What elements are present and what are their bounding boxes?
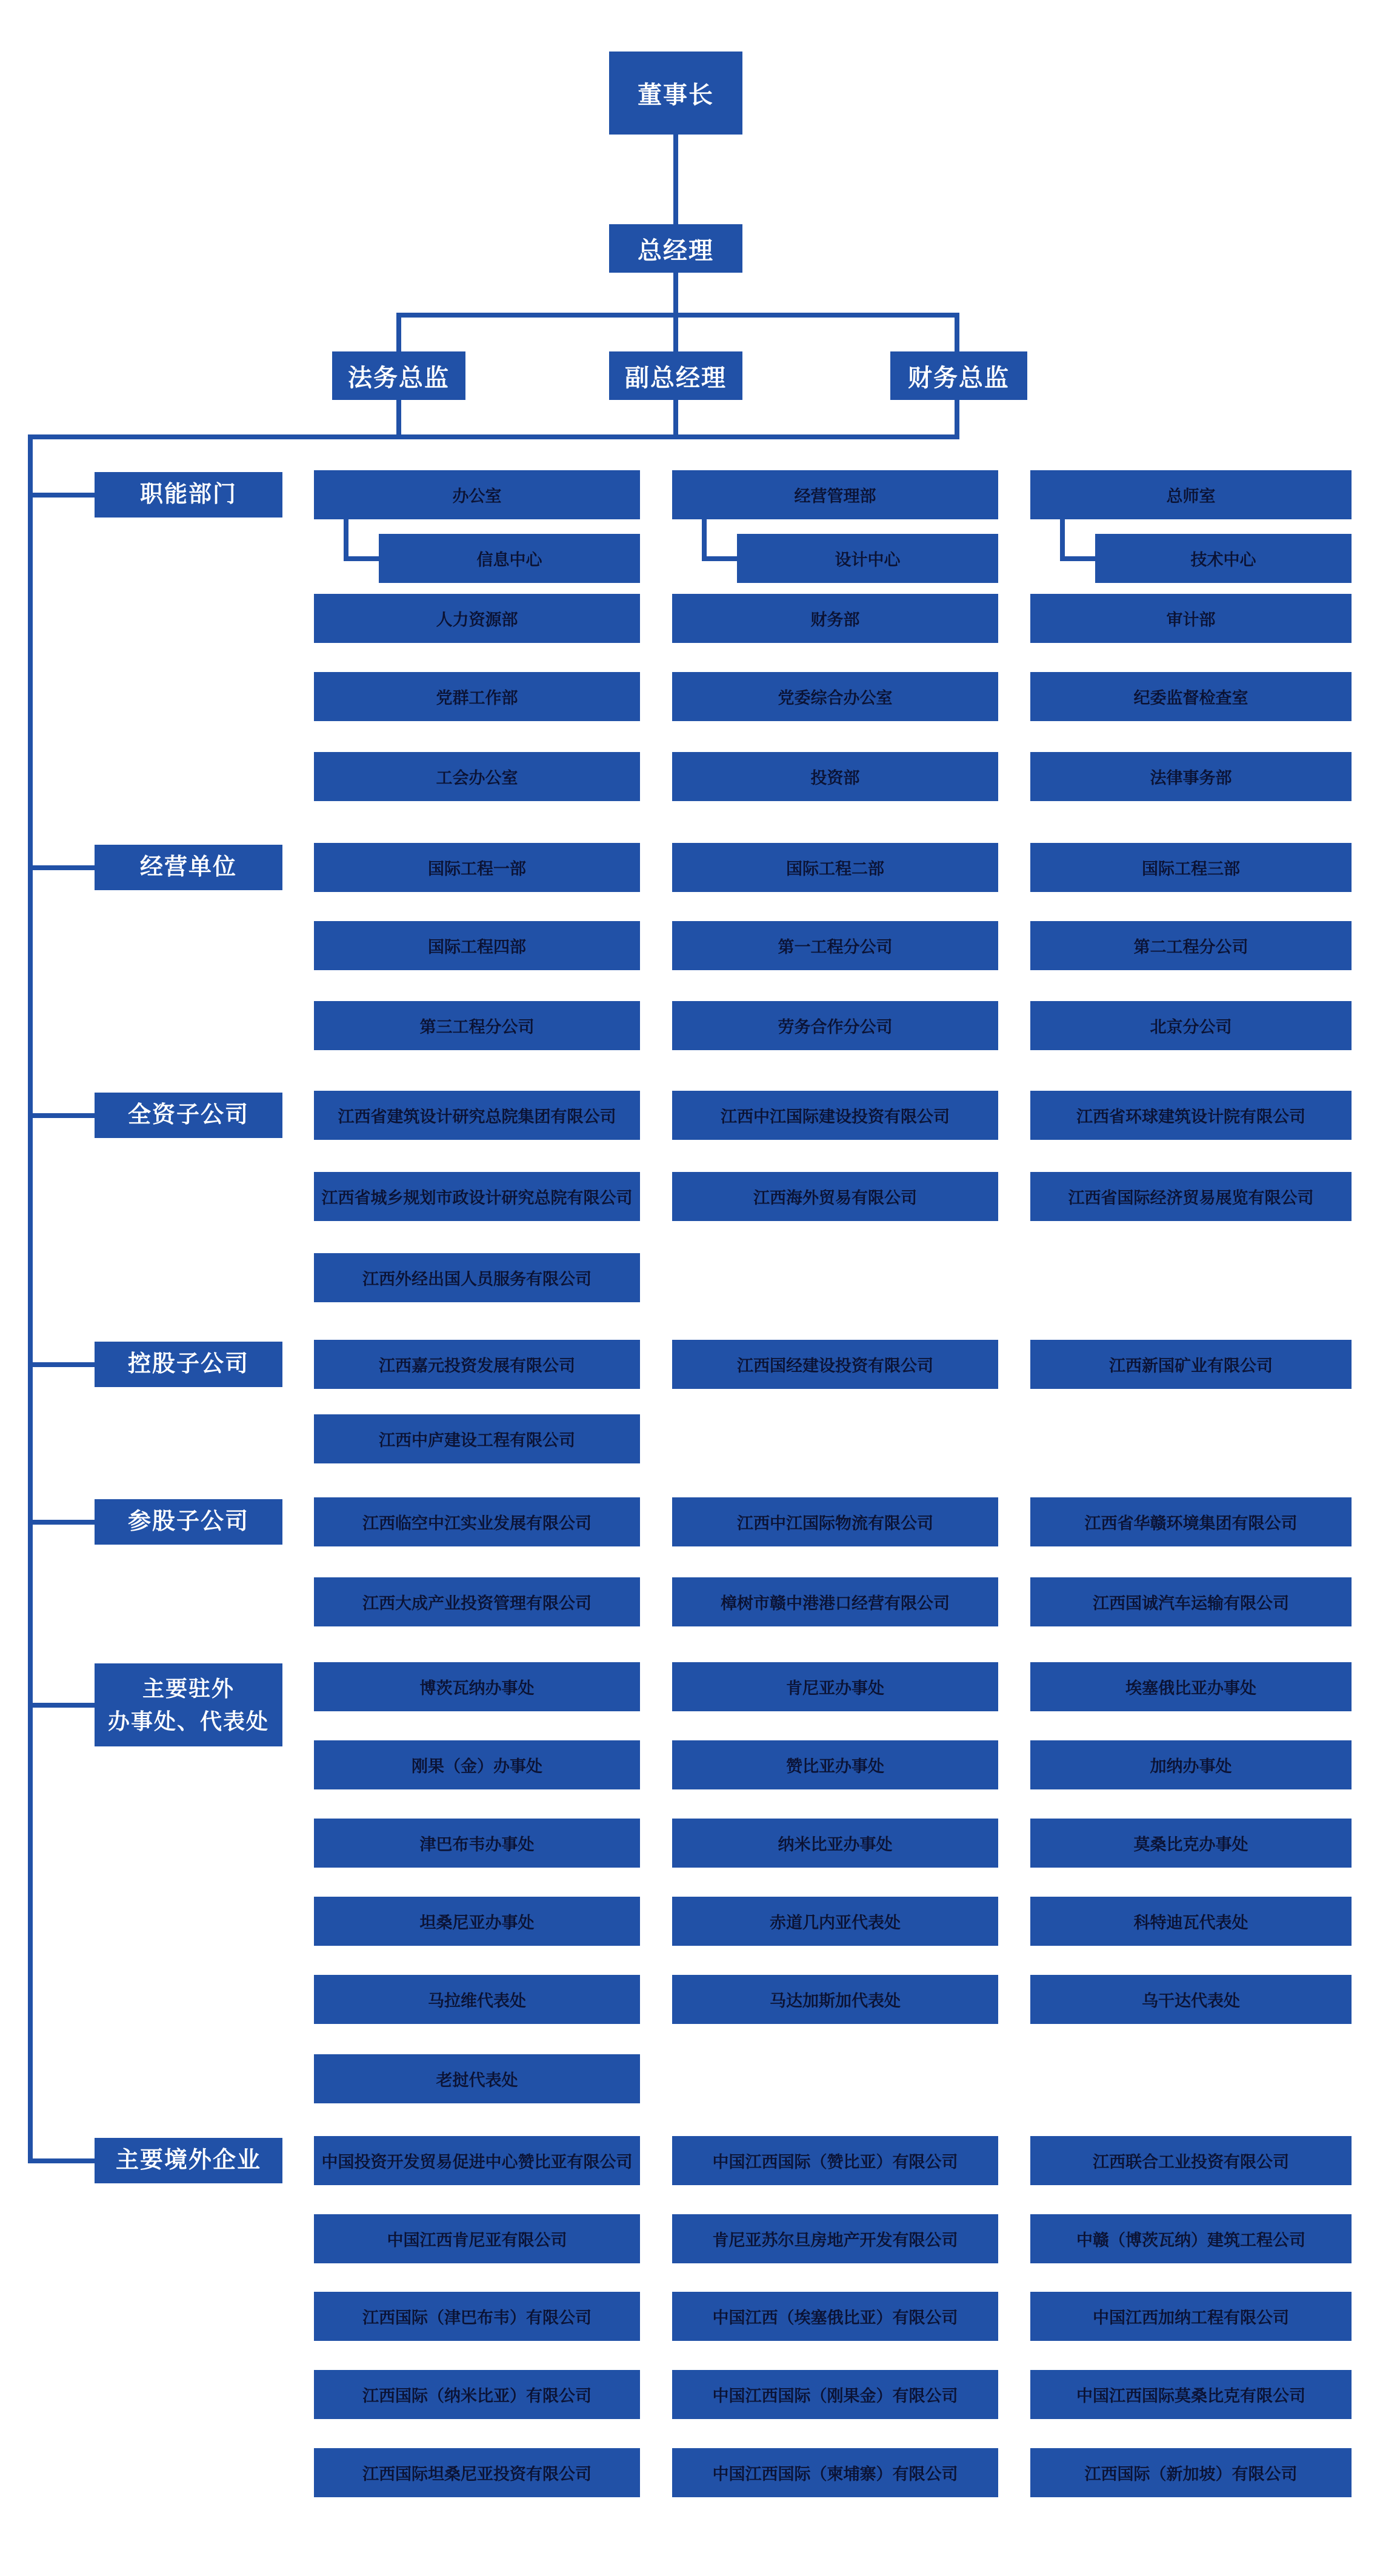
connector-line <box>28 493 95 498</box>
general-manager-box: 总经理 <box>609 224 742 273</box>
org-item-box: 审计部 <box>1030 594 1352 643</box>
org-item-box: 津巴布韦办事处 <box>314 1819 640 1868</box>
connector-line <box>28 2158 95 2163</box>
connector-line <box>28 1520 95 1525</box>
org-item-box: 中国投资开发贸易促进中心赞比亚有限公司 <box>314 2136 640 2185</box>
org-item-box: 赞比亚办事处 <box>672 1740 998 1789</box>
section-label <box>95 845 282 890</box>
section-label <box>95 1342 282 1387</box>
connector-line <box>396 313 401 351</box>
org-item-box: 江西国经建设投资有限公司 <box>672 1340 998 1389</box>
org-item-box: 樟树市赣中港港口经营有限公司 <box>672 1577 998 1626</box>
connector-line <box>1060 556 1095 561</box>
org-item-box: 赤道几内亚代表处 <box>672 1897 998 1946</box>
connector-line <box>28 865 95 870</box>
org-item-box: 中国江西国际（赞比亚）有限公司 <box>672 2136 998 2185</box>
org-item-box: 中国江西国际莫桑比克有限公司 <box>1030 2370 1352 2419</box>
org-item-box: 江西国际（新加坡）有限公司 <box>1030 2448 1352 2497</box>
org-item-box: 江西省国际经济贸易展览有限公司 <box>1030 1172 1352 1221</box>
section-label <box>95 1093 282 1138</box>
org-item-box: 设计中心 <box>737 534 998 583</box>
org-item-box: 中国江西加纳工程有限公司 <box>1030 2292 1352 2341</box>
connector-line <box>955 400 959 434</box>
org-item-box: 纳米比亚办事处 <box>672 1819 998 1868</box>
org-item-box: 信息中心 <box>379 534 640 583</box>
connector-line <box>673 400 678 434</box>
org-item-box: 第一工程分公司 <box>672 921 998 970</box>
org-item-box: 北京分公司 <box>1030 1001 1352 1050</box>
org-item-box: 江西嘉元投资发展有限公司 <box>314 1340 640 1389</box>
org-item-box: 财务部 <box>672 594 998 643</box>
org-item-box: 科特迪瓦代表处 <box>1030 1897 1352 1946</box>
org-item-box: 第二工程分公司 <box>1030 921 1352 970</box>
org-item-box: 技术中心 <box>1095 534 1352 583</box>
org-item-box: 江西临空中江实业发展有限公司 <box>314 1497 640 1546</box>
org-item-box: 江西省建筑设计研究总院集团有限公司 <box>314 1091 640 1140</box>
org-item-box: 经营管理部 <box>672 470 998 519</box>
connector-line <box>28 434 959 439</box>
org-item-box: 中国江西国际（刚果金）有限公司 <box>672 2370 998 2419</box>
chairman-box: 董事长 <box>609 52 742 135</box>
connector-line <box>28 1703 95 1708</box>
org-item-box: 老挝代表处 <box>314 2054 640 2103</box>
section-label <box>95 2138 282 2183</box>
connector-line <box>344 519 348 561</box>
org-item-box: 江西海外贸易有限公司 <box>672 1172 998 1221</box>
org-item-box: 乌干达代表处 <box>1030 1975 1352 2024</box>
connector-line <box>396 400 401 434</box>
org-item-box: 江西国际（纳米比亚）有限公司 <box>314 2370 640 2419</box>
org-item-box: 江西省城乡规划市政设计研究总院有限公司 <box>314 1172 640 1221</box>
connector-line <box>955 313 959 351</box>
connector-line <box>28 1362 95 1367</box>
org-item-box: 中国江西国际（柬埔寨）有限公司 <box>672 2448 998 2497</box>
org-item-box: 博茨瓦纳办事处 <box>314 1662 640 1711</box>
org-item-box: 办公室 <box>314 470 640 519</box>
org-item-box: 江西外经出国人员服务有限公司 <box>314 1253 640 1302</box>
org-item-box: 江西省华赣环境集团有限公司 <box>1030 1497 1352 1546</box>
org-item-box: 坦桑尼亚办事处 <box>314 1897 640 1946</box>
section-label-line: 主要境外企业 <box>115 2148 261 2173</box>
org-item-box: 埃塞俄比亚办事处 <box>1030 1662 1352 1711</box>
org-item-box: 国际工程二部 <box>672 843 998 892</box>
left-spine-line <box>28 434 33 2163</box>
org-item-box: 第三工程分公司 <box>314 1001 640 1050</box>
org-item-box: 马拉维代表处 <box>314 1975 640 2024</box>
connector-line <box>344 556 379 561</box>
finance-director-box: 财务总监 <box>890 351 1027 400</box>
org-item-box: 刚果（金）办事处 <box>314 1740 640 1789</box>
section-label-line: 控股子公司 <box>127 1351 249 1377</box>
org-item-box: 江西中江国际建设投资有限公司 <box>672 1091 998 1140</box>
org-item-box: 法律事务部 <box>1030 752 1352 801</box>
org-item-box: 江西大成产业投资管理有限公司 <box>314 1577 640 1626</box>
org-item-box: 江西国际坦桑尼亚投资有限公司 <box>314 2448 640 2497</box>
connector-line <box>702 519 707 561</box>
section-label-line: 参股子公司 <box>127 1509 249 1534</box>
org-item-box: 江西国诚汽车运输有限公司 <box>1030 1577 1352 1626</box>
section-label-line: 全资子公司 <box>127 1102 249 1128</box>
connector-line <box>673 313 678 351</box>
org-item-box: 工会办公室 <box>314 752 640 801</box>
org-item-box: 纪委监督检查室 <box>1030 672 1352 721</box>
section-label <box>95 472 282 518</box>
org-item-box: 劳务合作分公司 <box>672 1001 998 1050</box>
org-item-box: 江西联合工业投资有限公司 <box>1030 2136 1352 2185</box>
org-item-box: 国际工程三部 <box>1030 843 1352 892</box>
org-item-box: 人力资源部 <box>314 594 640 643</box>
org-item-box: 投资部 <box>672 752 998 801</box>
section-label-line: 主要驻外 <box>142 1676 235 1701</box>
org-item-box: 中国江西肯尼亚有限公司 <box>314 2214 640 2263</box>
org-item-box: 总师室 <box>1030 470 1352 519</box>
connector-line <box>28 1113 95 1118</box>
connector-line <box>673 135 678 224</box>
org-item-box: 加纳办事处 <box>1030 1740 1352 1789</box>
legal-director-box: 法务总监 <box>332 351 465 400</box>
org-item-box: 肯尼亚苏尔旦房地产开发有限公司 <box>672 2214 998 2263</box>
org-item-box: 肯尼亚办事处 <box>672 1662 998 1711</box>
org-item-box: 江西省环球建筑设计院有限公司 <box>1030 1091 1352 1140</box>
org-item-box: 党群工作部 <box>314 672 640 721</box>
org-item-box: 中赣（博茨瓦纳）建筑工程公司 <box>1030 2214 1352 2263</box>
org-item-box: 江西新国矿业有限公司 <box>1030 1340 1352 1389</box>
section-label <box>95 1499 282 1545</box>
org-item-box: 江西中庐建设工程有限公司 <box>314 1414 640 1463</box>
section-label <box>95 1663 282 1746</box>
org-item-box: 江西国际（津巴布韦）有限公司 <box>314 2292 640 2341</box>
org-item-box: 莫桑比克办事处 <box>1030 1819 1352 1868</box>
section-label-line: 职能部门 <box>139 482 237 507</box>
org-item-box: 党委综合办公室 <box>672 672 998 721</box>
connector-line <box>673 273 678 313</box>
deputy-general-manager-box: 副总经理 <box>609 351 742 400</box>
connector-line <box>1060 519 1065 561</box>
org-item-box: 中国江西（埃塞俄比亚）有限公司 <box>672 2292 998 2341</box>
section-label-line: 办事处、代表处 <box>107 1708 269 1734</box>
connector-line <box>702 556 737 561</box>
org-item-box: 国际工程四部 <box>314 921 640 970</box>
org-item-box: 马达加斯加代表处 <box>672 1975 998 2024</box>
org-item-box: 江西中江国际物流有限公司 <box>672 1497 998 1546</box>
org-item-box: 国际工程一部 <box>314 843 640 892</box>
section-label-line: 经营单位 <box>139 854 237 880</box>
